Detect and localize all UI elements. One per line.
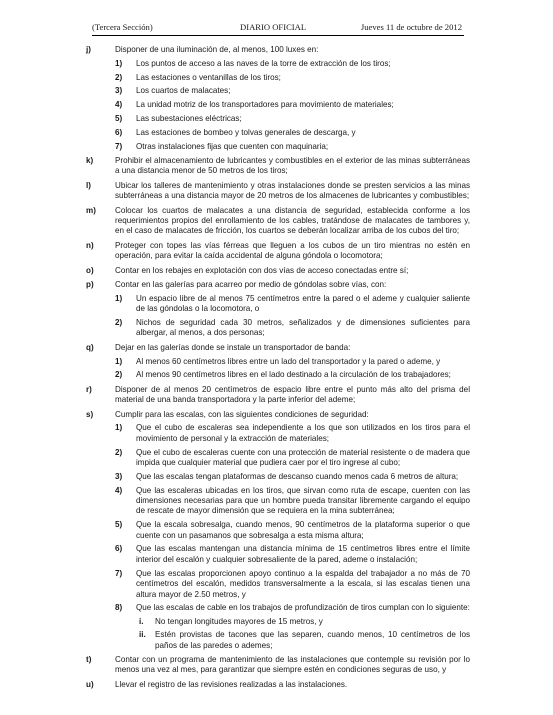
section-label: (Tercera Sección) — [92, 22, 153, 32]
list-item — [86, 343, 470, 381]
sub-item-marker: 1) — [115, 58, 123, 68]
item-text: Disponer de una iluminación de, al menos, 100 luxes en: — [115, 45, 319, 54]
sub-item-text: Las subestaciones eléctricas; — [136, 113, 242, 123]
list-item — [86, 45, 470, 152]
item-text: Prohibir el almacenamiento de lubricantes y combustibles en el exterior de las minas subterráneas a una distancia menor de 50 metros de los tiros; — [115, 155, 470, 176]
sub-item — [115, 357, 470, 367]
sub-item — [115, 448, 470, 469]
sub-item — [115, 114, 470, 124]
sub-item-marker: 4) — [115, 100, 123, 110]
item-text: Dejar en las galerías donde se instale un transportador de banda: — [115, 342, 351, 352]
item-text: Llevar el registro de las revisiones realizadas a las instalaciones. — [115, 679, 348, 689]
sub-sub-item — [136, 617, 470, 627]
list-item — [86, 266, 470, 276]
list-item — [86, 181, 470, 202]
item-text: Contar con un programa de mantenimiento de las instalaciones que contemple su revisión por lo menos una vez al mes, para garantizar que siempre estén en condiciones seguras de uso, y — [115, 654, 470, 675]
sub-sub-item-marker: ii. — [139, 630, 146, 640]
list-item — [86, 206, 470, 237]
sub-sub-item-text: No tengan longitudes mayores de 15 metros, y — [155, 616, 323, 626]
item-marker: t) — [86, 654, 92, 664]
list-item — [86, 241, 470, 262]
sub-item-text: Las estaciones o ventanillas de los tiros; — [136, 72, 281, 82]
list-item — [86, 156, 470, 177]
sub-item — [115, 100, 470, 110]
item-text: Contar en las galerías para acarreo por medio de góndolas sobre vías, con: — [115, 280, 387, 290]
journal-title: DIARIO OFICIAL — [240, 22, 307, 32]
item-marker: s) — [86, 409, 94, 419]
sub-item — [115, 472, 470, 482]
item-marker: j) — [86, 45, 91, 54]
sub-item-text: Que las escalas mantengan una distancia mínima de 15 centímetros libres entre el límite interior del escalón y cualquier sobresaliente de la pared, ademe o instalación; — [136, 544, 470, 564]
item-marker: l) — [86, 180, 91, 190]
sub-item-text: Un espacio libre de al menos 75 centímetros entre la pared o el ademe y cualquier saliente de las góndolas o la locomotora, o — [136, 293, 470, 314]
item-text: Proteger con topes las vías férreas que lleguen a los cubos de un tiro mientras no estén en operación, para evitar la caída accidental de alguna góndola o locomotora; — [115, 240, 470, 261]
sub-item — [115, 569, 470, 600]
sub-item-marker: 5) — [115, 113, 123, 123]
item-text: Colocar los cuartos de malacates a una distancia de seguridad, establecida conforme a los requerimientos propios del enrollamiento de los cables, tratándose de malacates de tambores y, en el caso de malacates de fricción, los cuartos se deberán localizar arriba de los cubos del tiro; — [115, 205, 470, 236]
sub-item-text: Que las escalas proporcionen apoyo continuo a la espalda del trabajador a no más de 70 centímetros del escalón, medidos transversalmente a la escala, si las escalas tienen una altura mayor de 2.50 metros, y — [136, 568, 470, 599]
item-marker: o) — [86, 265, 94, 275]
sub-item-text: Al menos 60 centímetros libres entre un lado del transportador y la pared o ademe, y — [136, 356, 441, 366]
sub-item-marker: 7) — [115, 141, 123, 151]
sub-item-text: Los puntos de acceso a las naves de la torre de extracción de los tiros; — [136, 58, 391, 68]
sub-item — [115, 128, 470, 138]
sub-item-text: Que las escalas de cable en los trabajos de profundización de tiros cumplan con lo siguiente: — [136, 603, 470, 613]
sub-item — [115, 59, 470, 69]
sub-item-marker: 1) — [115, 423, 123, 433]
item-marker: q) — [86, 342, 94, 352]
item-text: Contar en los rebajes en explotación con dos vías de acceso conectadas entre sí; — [115, 265, 409, 275]
issue-date: Jueves 11 de octubre de 2012 — [360, 22, 462, 32]
item-marker: m) — [86, 205, 96, 215]
sub-item — [115, 603, 470, 651]
sub-item — [115, 520, 470, 541]
sub-item — [115, 318, 470, 339]
sub-item — [115, 544, 470, 565]
sub-item — [115, 142, 470, 152]
document-body — [86, 45, 470, 694]
sub-item — [115, 86, 470, 96]
list-item — [86, 680, 470, 690]
list-item — [86, 385, 470, 406]
sub-item-text: Que las escaleras ubicadas en los tiros, que sirvan como ruta de escape, cuenten con las dimensiones necesarias para que un hombre pueda transitar libremente cargando el equipo de rescate de mayor dimensión que se requiera en la mina subterránea; — [136, 485, 470, 516]
sub-item-marker: 6) — [115, 544, 123, 554]
sub-item-marker: 5) — [115, 520, 123, 530]
sub-item-marker: 1) — [115, 293, 123, 303]
item-marker: k) — [86, 155, 94, 165]
sub-item-marker: 2) — [115, 447, 123, 457]
sub-item — [115, 370, 470, 380]
sub-item-text: Que la escala sobresalga, cuando menos, 90 centímetros de la plataforma superior o que cuente con un pasamanos que sobresalga a esta misma altura; — [136, 520, 470, 540]
sub-item-text: Que las escalas tengan plataformas de descanso cuando menos cada 6 metros de altura; — [136, 471, 459, 481]
sub-item-marker: 2) — [115, 370, 123, 380]
page-header — [92, 21, 464, 36]
sub-item — [115, 423, 470, 444]
item-text: Ubicar los talleres de mantenimiento y otras instalaciones donde se presten servicios a las minas subterráneas a una distancia mayor de 20 metros de los almacenes de lubricantes y combustibles; — [115, 180, 470, 201]
list-item — [86, 410, 470, 651]
sub-item-text: Nichos de seguridad cada 30 metros, señalizados y de dimensiones suficientes para albergar, al menos, a dos personas; — [136, 318, 470, 338]
sub-item-text: La unidad motriz de los transportadores para movimiento de materiales; — [136, 100, 394, 110]
sub-item — [115, 73, 470, 83]
sub-item-text: Que el cubo de escaleras sea independiente a los que son utilizados en los tiros para el movimiento de personal y la extracción de materiales; — [136, 423, 470, 443]
sub-item-text: Que el cubo de escaleras cuente con una protección de material resistente o de madera que impida que cualquier material que pudiera caer por el tiro ingrese al cubo; — [136, 447, 470, 468]
sub-item-text: Al menos 90 centímetros libres en el lado destinado a la circulación de los trabajadores; — [136, 370, 451, 380]
sub-item-marker: 3) — [115, 86, 123, 96]
sub-item-text: Las estaciones de bombeo y tolvas generales de descarga, y — [136, 127, 356, 137]
sub-item-text: Los cuartos de malacates; — [136, 86, 231, 96]
item-marker: n) — [86, 240, 94, 250]
sub-item-marker: 2) — [115, 318, 123, 328]
sub-sub-item — [136, 630, 470, 651]
item-marker: u) — [86, 679, 94, 689]
sub-item-marker: 2) — [115, 72, 123, 82]
sub-item — [115, 486, 470, 517]
list-item — [86, 655, 470, 676]
item-text: Disponer de al menos 20 centímetros de espacio libre entre el punto más alto del prisma del material de una banda transportadora y la parte inferior del ademe; — [115, 384, 470, 405]
sub-item-text: Otras instalaciones fijas que cuenten con maquinaria; — [136, 141, 329, 151]
sub-item-marker: 7) — [115, 568, 123, 578]
sub-item-marker: 4) — [115, 485, 123, 495]
sub-item-marker: 1) — [115, 356, 123, 366]
sub-sub-item-text: Estén provistas de tacones que las separen, cuando menos, 10 centímetros de los paños de las paredes o ademes; — [155, 630, 470, 650]
sub-item-marker: 3) — [115, 471, 123, 481]
sub-item-marker: 6) — [115, 127, 123, 137]
sub-item — [115, 294, 470, 315]
sub-item-marker: 8) — [115, 603, 123, 613]
item-text: Cumplir para las escalas, con las siguientes condiciones de seguridad: — [115, 409, 369, 419]
item-marker: r) — [86, 384, 92, 394]
item-marker: p) — [86, 280, 94, 290]
sub-sub-item-marker: i. — [139, 616, 144, 626]
list-item — [86, 280, 470, 339]
